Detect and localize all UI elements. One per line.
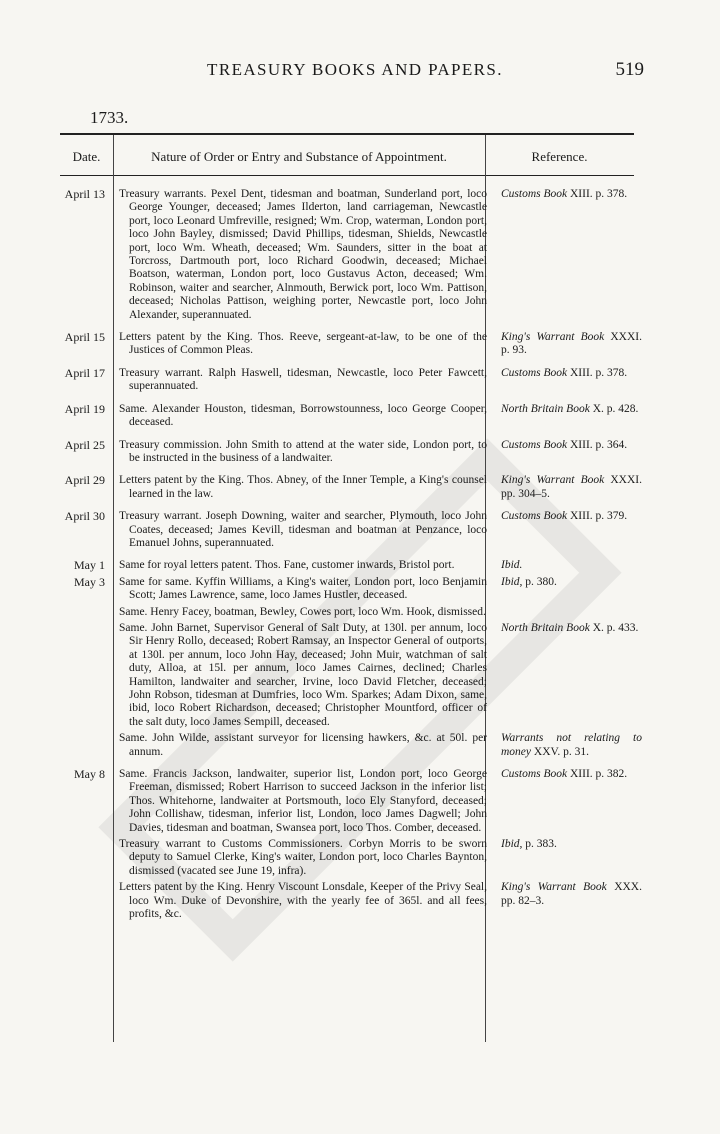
table-row [60, 622, 646, 729]
entry-date: May 3 [74, 574, 105, 589]
reference-page: XXV. p. 31. [531, 745, 589, 758]
reference-book: Ibid. [501, 559, 523, 572]
entries-table [60, 188, 646, 931]
entry-reference [501, 732, 646, 759]
entry-text: Treasury warrants. Pexel Dent, tidesman and boatman, Sunderland port, loco George Younger, deceased; James Ilderton, land carriageman, Newcastle port, loco Leonard Umfreville, resigned; Wm. Crop, waterman, London port, loco John Bayley, dismissed; David Phillips, tidesman, Shields, Newcastle port, loco Wm. Wheath, deceased; Wm. Saunders, sitter in the boat at Torcross, Dartmouth port, loco Richard Goodwin, deceased; Michael Boatson, waterman, London port, loco Gustavus Acton, deceased; Wm. Robinson, waiter and searcher, Alnmouth, Berwick port, loco Wm. Pattison, deceased; Nicholas Pattison, weighing porter, Newcastle port, loco John Alexander, superannuated. [119, 188, 487, 321]
entry-reference [501, 439, 646, 452]
entry-date: April 19 [64, 401, 105, 416]
reference-book: Customs Book [501, 768, 568, 781]
table-row [60, 331, 646, 358]
reference-page: X. p. 428. [589, 402, 639, 415]
reference-book: Ibid, [501, 838, 523, 851]
entry-text: Treasury commission. John Smith to attend at the water side, London port, to be instructed in the business of a landwaiter. [119, 438, 487, 464]
entry-date: April 15 [64, 330, 105, 345]
entry-text: Same for same. Kyffin Williams, a King's waiter, London port, loco Benjamin Scott; James Lawrence, same, loco James Hustler, deceased. [119, 575, 487, 602]
table-row [60, 881, 646, 921]
reference-book: Customs Book [501, 366, 568, 379]
entry-reference [501, 367, 646, 380]
table-row [60, 606, 646, 619]
entry-text: Treasury warrant to Customs Commissioners. Corbyn Morris to be sworn deputy to Samuel Clerke, King's waiter, London port, loco Charles Baynton, dismissed (vacated see June 19, infra). [119, 838, 487, 877]
entry-text: Treasury warrant. Ralph Haswell, tidesman, Newcastle, loco Peter Fawcett, superannuated. [119, 366, 487, 393]
reference-book: North Britain Book [501, 402, 590, 415]
reference-page: XXXI. p. 93. [501, 331, 642, 357]
reference-book: Customs Book [501, 510, 568, 523]
reference-page: XIII. p. 378. [567, 366, 628, 379]
table-row [60, 559, 646, 572]
entry-text: Same. Henry Facey, boatman, Bewley, Cowes port, loco Wm. Hook, dismissed. [119, 605, 486, 618]
reference-page: p. 380. [522, 575, 557, 588]
table-row [60, 439, 646, 466]
header-bottom-rule [60, 175, 634, 176]
year-heading: 1733. [90, 108, 129, 127]
entry-reference [501, 188, 646, 201]
column-header-date: Date. [72, 149, 101, 164]
entry-text: Same. Francis Jackson, landwaiter, superior list, London port, loco George Freeman, dismissed; Robert Harrison to succeed Jackson in the inferior list; Thos. Whitehorne, landwaiter at Portsmouth, loco Ely Stanyford, deceased; John Collishaw, tidesman, inferior list, London, loco James Dagwell; John Davies, tidesman and boatman, Swansea port, loco Thos. Comber, deceased. [119, 768, 487, 834]
page-number: 519 [615, 59, 644, 80]
entry-date: April 17 [64, 365, 105, 380]
reference-page: XXX. pp. 82–3. [501, 881, 642, 907]
entry-text: Same for royal letters patent. Thos. Fane, customer inwards, Bristol port. [119, 559, 455, 572]
reference-book: Ibid, [501, 575, 523, 588]
entry-text: Same. Alexander Houston, tidesman, Borrowstounness, loco George Cooper, deceased. [119, 402, 487, 429]
entry-reference [501, 331, 646, 358]
table-row [60, 576, 646, 603]
reference-page: XIII. p. 379. [567, 510, 628, 523]
entry-date: April 25 [64, 437, 105, 452]
entry-reference [501, 510, 646, 523]
reference-book: King's Warrant Book [501, 881, 607, 894]
reference-book: Customs Book [501, 188, 568, 200]
column-header-nature: Nature of Order or Entry and Substance of Appointment. [151, 149, 447, 164]
running-head [60, 60, 650, 84]
entry-reference [501, 576, 646, 589]
entry-text: Same. John Wilde, assistant surveyor for licensing hawkers, &c. at 50l. per annum. [119, 732, 487, 758]
table-row [60, 768, 646, 835]
table-top-rule [60, 133, 634, 135]
table-row [60, 367, 646, 394]
reference-page: X. p. 433. [589, 621, 639, 634]
reference-book: North Britain Book [501, 621, 590, 634]
entry-date: April 29 [64, 473, 105, 488]
reference-page: p. 383. [522, 838, 557, 851]
table-row [60, 474, 646, 501]
column-header-reference: Reference. [531, 149, 588, 164]
table-row [60, 838, 646, 878]
table-row [60, 732, 646, 759]
entry-text: Same. John Barnet, Supervisor General of Salt Duty, at 130l. per annum, loco Sir Henry Rollo, deceased; Robert Ramsay, an Inspector General of outports, at 130l. per annum, loco John Hay, deceased; John Muir, watchman of salt duty, Alloa, at 15l. per annum, loco James Cairnes, declined; Charles Hamilton, landwaiter and searcher, Irvine, loco David Fletcher, deceased; John Robson, tidesman at Dumfries, loco Wm. Sparkes; Adam Dixon, same, ibid, loco Robert Richardson, deceased; Christopher Mountford, officer of the salt duty, loco James Sempill, deceased. [119, 621, 487, 728]
entry-reference [501, 474, 646, 501]
entry-text: Treasury warrant. Joseph Downing, waiter and searcher, Plymouth, loco John Coates, deceased; James Kevill, tidesman and boatman at Penzance, loco Emanuel Johns, superannuated. [119, 510, 487, 549]
entry-reference [501, 403, 646, 416]
reference-book: King's Warrant Book [501, 331, 605, 344]
entry-date: April 13 [64, 187, 105, 201]
entry-reference [501, 881, 646, 908]
entry-date: May 8 [74, 767, 105, 782]
reference-book: Warrants not relating to money [501, 732, 642, 758]
entry-reference [501, 838, 646, 851]
entry-text: Letters patent by the King. Thos. Abney, of the Inner Temple, a King's counsel learned in the law. [119, 474, 487, 500]
entry-reference [501, 622, 646, 635]
table-row [60, 510, 646, 550]
entry-reference [501, 559, 646, 572]
entry-text: Letters patent by the King. Henry Viscount Lonsdale, Keeper of the Privy Seal, loco Wm. Duke of Devonshire, with the yearly fee of 365l. and all fees, profits, &c. [119, 881, 487, 921]
running-title: TREASURY BOOKS AND PAPERS. [207, 60, 503, 79]
entry-date: May 1 [74, 558, 105, 573]
reference-book: King's Warrant Book [501, 474, 605, 487]
reference-book: Customs Book [501, 438, 568, 451]
entry-date: April 30 [64, 509, 105, 524]
reference-page: XIII. p. 382. [567, 768, 628, 781]
reference-page: XIII. p. 364. [567, 438, 628, 451]
entry-reference [501, 768, 646, 781]
table-row [60, 403, 646, 430]
reference-page: XIII. p. 378. [567, 188, 628, 200]
entry-text: Letters patent by the King. Thos. Reeve, sergeant-at-law, to be one of the Justices of Common Pleas. [119, 331, 487, 357]
reference-page: XXXI. pp. 304–5. [501, 474, 642, 500]
table-row [60, 188, 646, 322]
